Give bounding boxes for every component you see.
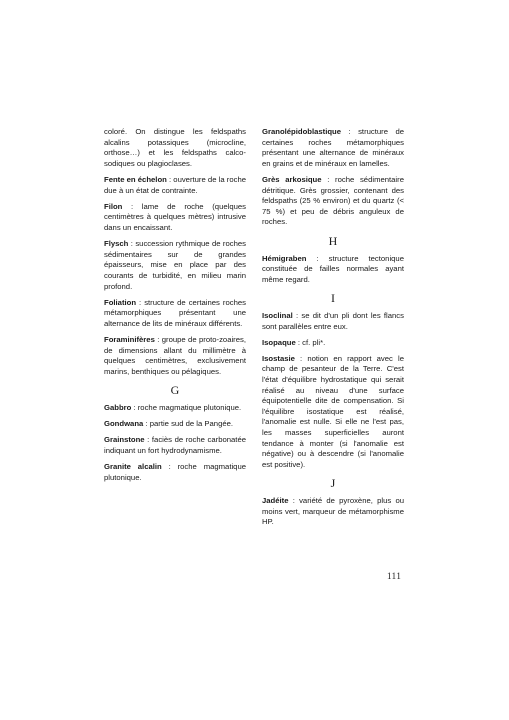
glossary-term: Isoclinal — [262, 310, 293, 320]
glossary-definition: : roche sédimentaire détritique. Grès grossier, contenant des feldspaths (25 % environ) et du quartz (< 75 %) et peu de débris anguleux de roches. — [262, 174, 404, 227]
glossary-definition: : partie sud de la Pangée. — [143, 419, 234, 429]
section-letter-g: G — [170, 383, 180, 398]
section-letter-j: J — [330, 476, 336, 490]
glossary-definition: : lame de roche (quelques centimètres à quelques mètres) intrusive dans un encaissant. — [104, 201, 246, 232]
glossary-term: Hémigraben — [262, 253, 307, 263]
glossary-term: Flysch — [104, 239, 129, 249]
glossary-entry-filon — [104, 202, 246, 234]
glossary-entry-jadeite — [262, 496, 404, 528]
glossary-entry-granolepidoblastique — [262, 127, 404, 169]
glossary-entry-grainstone — [104, 435, 246, 456]
glossary-definition: : structure de certaines roches métamorphiques présentant une alternance de minéraux en grains et de minéraux en lamelles. — [262, 127, 404, 168]
glossary-definition: : faciès de roche carbonatée indiquant un fort hydrodynamisme. — [104, 435, 246, 455]
glossary-entry-foliation — [104, 298, 246, 330]
continued-definition: coloré. On distingue les feldspaths alcalins potassiques (microcline, orthose…) et les feldspaths calco-sodiques ou plagioclases. — [104, 127, 246, 168]
glossary-term: Filon — [104, 201, 123, 211]
section-letter-h: H — [328, 233, 338, 248]
glossary-entry-fente-en-echelon — [104, 175, 246, 196]
glossary-definition: : cf. pli*. — [295, 337, 326, 347]
glossary-definition: : succession rythmique de roches sédimentaires sur de grandes épaisseurs, mise en place par des courants de turbidité, en milieu marin profond. — [104, 239, 246, 291]
left-column — [104, 127, 246, 489]
glossary-entry-isopaque — [262, 338, 404, 349]
glossary-term: Gabbro — [104, 403, 132, 413]
glossary-entry-flysch — [104, 239, 246, 292]
glossary-definition: : structure tectonique constituée de failles normales ayant même regard. — [262, 253, 404, 284]
glossary-entry-isoclinal — [262, 311, 404, 332]
glossary-definition: : ouverture de la roche due à un état de contrainte. — [104, 174, 247, 195]
glossary-term: Gondwana — [104, 419, 144, 429]
glossary-definition: : roche magmatique plutonique. — [104, 462, 246, 482]
glossary-term: Fente en échelon — [104, 174, 167, 184]
glossary-term: Granolépidoblastique — [262, 127, 342, 136]
glossary-entry-gres-arkosique — [262, 175, 404, 228]
glossary-term: Granite alcalin — [104, 462, 162, 472]
glossary-definition: : groupe de proto-zoaires, de dimensions allant du millimètre à quelques centimètres, exclusivement marins, benthiques ou pélagiques. — [104, 335, 246, 376]
section-letter-i: I — [331, 290, 335, 305]
glossary-definition: : se dit d'un pli dont les flancs sont parallèles entre eux. — [262, 310, 404, 331]
glossary-definition: : structure de certaines roches métamorphiques présentant une alternance de lits de minéraux différents. — [104, 297, 246, 328]
glossary-term: Isopaque — [262, 337, 296, 347]
page-number: 111 — [387, 571, 402, 581]
glossary-term: Foraminifères — [104, 335, 155, 345]
glossary-term: Foliation — [104, 297, 137, 307]
glossary-definition: : roche magmatique plutonique. — [131, 403, 242, 413]
glossary-entry-hemigraben — [262, 254, 404, 286]
glossary-entry-isostasie — [262, 354, 404, 471]
glossary-entry-gondwana — [104, 419, 246, 430]
glossary-term: Jadéite — [262, 496, 289, 505]
glossary-definition: : notion en rapport avec le champ de pesanteur de la Terre. C'est l'état d'équilibre hydrostatique qui serait réalisé au niveau d'une surface équipotentielle dite de compensation. Si l'équilibre isostatique est réalisé, l'anomalie est nulle. Si elle ne l'est pas, les masses superficielles auront tendance à monter (si l'anomalie est négative) ou à descendre (si l'anomalie est positive). — [262, 353, 404, 469]
glossary-term: Isostasie — [262, 353, 295, 363]
glossary-term: Grainstone — [104, 435, 145, 445]
glossary-entry-granite-alcalin — [104, 462, 246, 483]
glossary-definition: : variété de pyroxène, plus ou moins vert, marqueur de métamorphisme HP. — [262, 496, 404, 527]
glossary-term: Grès arkosique — [262, 174, 322, 184]
glossary-entry-foraminiferes — [104, 335, 246, 377]
glossary-entry-gabbro — [104, 403, 246, 414]
right-column — [262, 127, 404, 533]
